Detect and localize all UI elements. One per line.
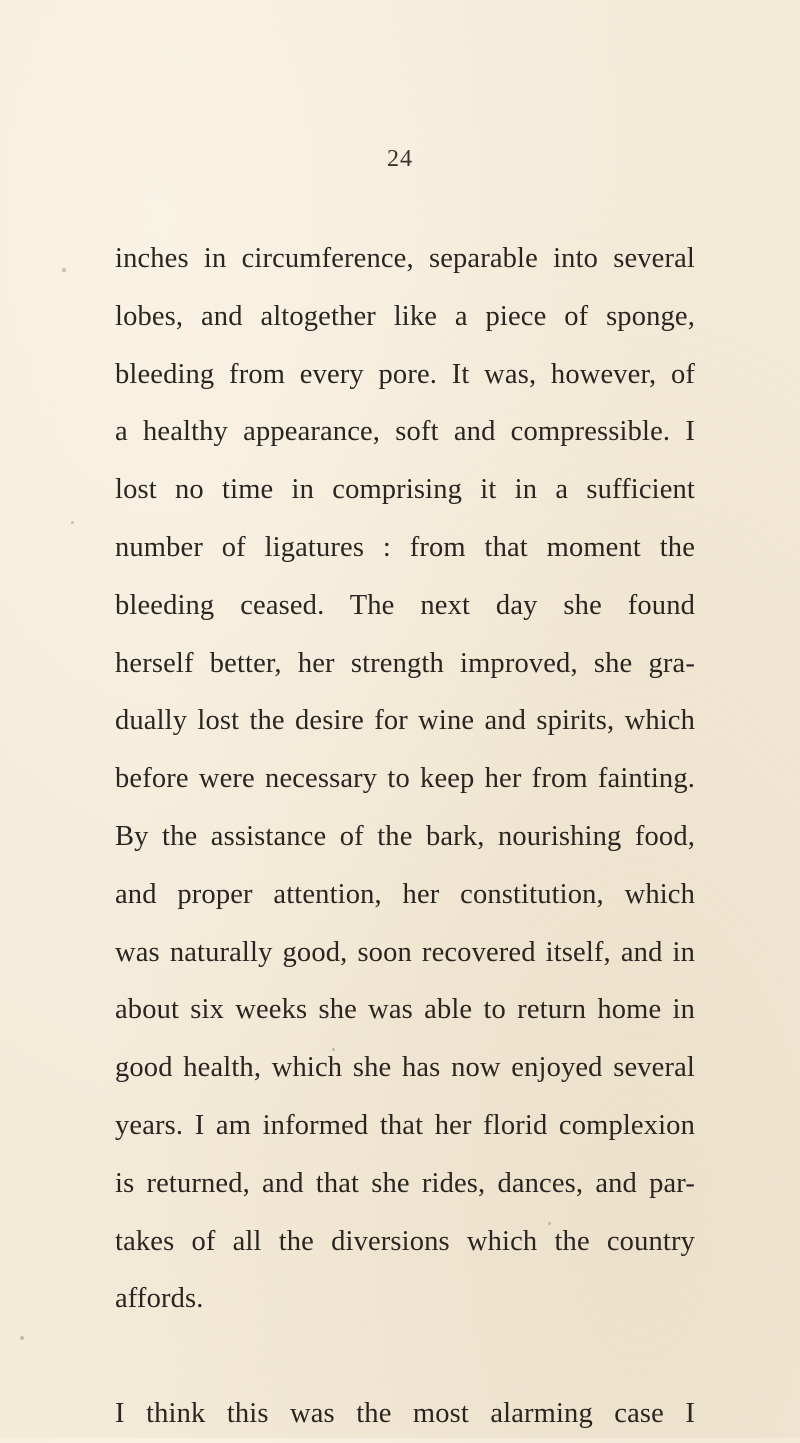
body-text — [115, 230, 695, 1443]
paragraph-1 — [115, 230, 695, 1328]
paper-speck — [71, 521, 74, 524]
text-line: about six weeks she was able to return home in — [115, 994, 695, 1026]
text-line: herself better, her strength improved, she gra- — [115, 647, 695, 679]
paragraph-gap — [115, 1328, 695, 1385]
text-line: number of ligatures : from that moment the — [115, 531, 695, 563]
paper-speck — [332, 1048, 335, 1051]
text-line: lost no time in comprising it in a sufficient — [115, 474, 695, 506]
text-line: bleeding ceased. The next day she found — [115, 589, 695, 621]
paper-speck — [548, 1222, 551, 1225]
text-line: affords. — [115, 1283, 204, 1315]
text-line: inches in circumference, separable into several — [115, 243, 695, 274]
text-line: lobes, and altogether like a piece of sponge, — [115, 300, 695, 332]
text-line: takes of all the diversions which the country — [115, 1225, 695, 1257]
text-line: By the assistance of the bark, nourishing food, — [115, 820, 695, 852]
text-line: good health, which she has now enjoyed several — [115, 1052, 695, 1084]
paper-speck — [62, 268, 66, 272]
paragraph-2 — [115, 1385, 695, 1443]
page-number: 24 — [387, 146, 413, 172]
text-line: a healthy appearance, soft and compressible. I — [115, 416, 695, 448]
paper-speck — [20, 1336, 24, 1340]
text-line: I think this was the most alarming case I — [115, 1398, 695, 1430]
text-line: years. I am informed that her florid complexion — [115, 1109, 695, 1141]
text-line: and proper attention, her constitution, which — [115, 878, 695, 910]
text-line: before were necessary to keep her from fainting. — [115, 763, 695, 795]
text-line: is returned, and that she rides, dances, and par- — [115, 1167, 695, 1199]
paper-speck — [433, 552, 436, 555]
text-line: bleeding from every pore. It was, however, of — [115, 358, 695, 390]
text-line: dually lost the desire for wine and spirits, which — [115, 705, 695, 737]
text-line: was naturally good, soon recovered itself, and in — [115, 936, 695, 968]
